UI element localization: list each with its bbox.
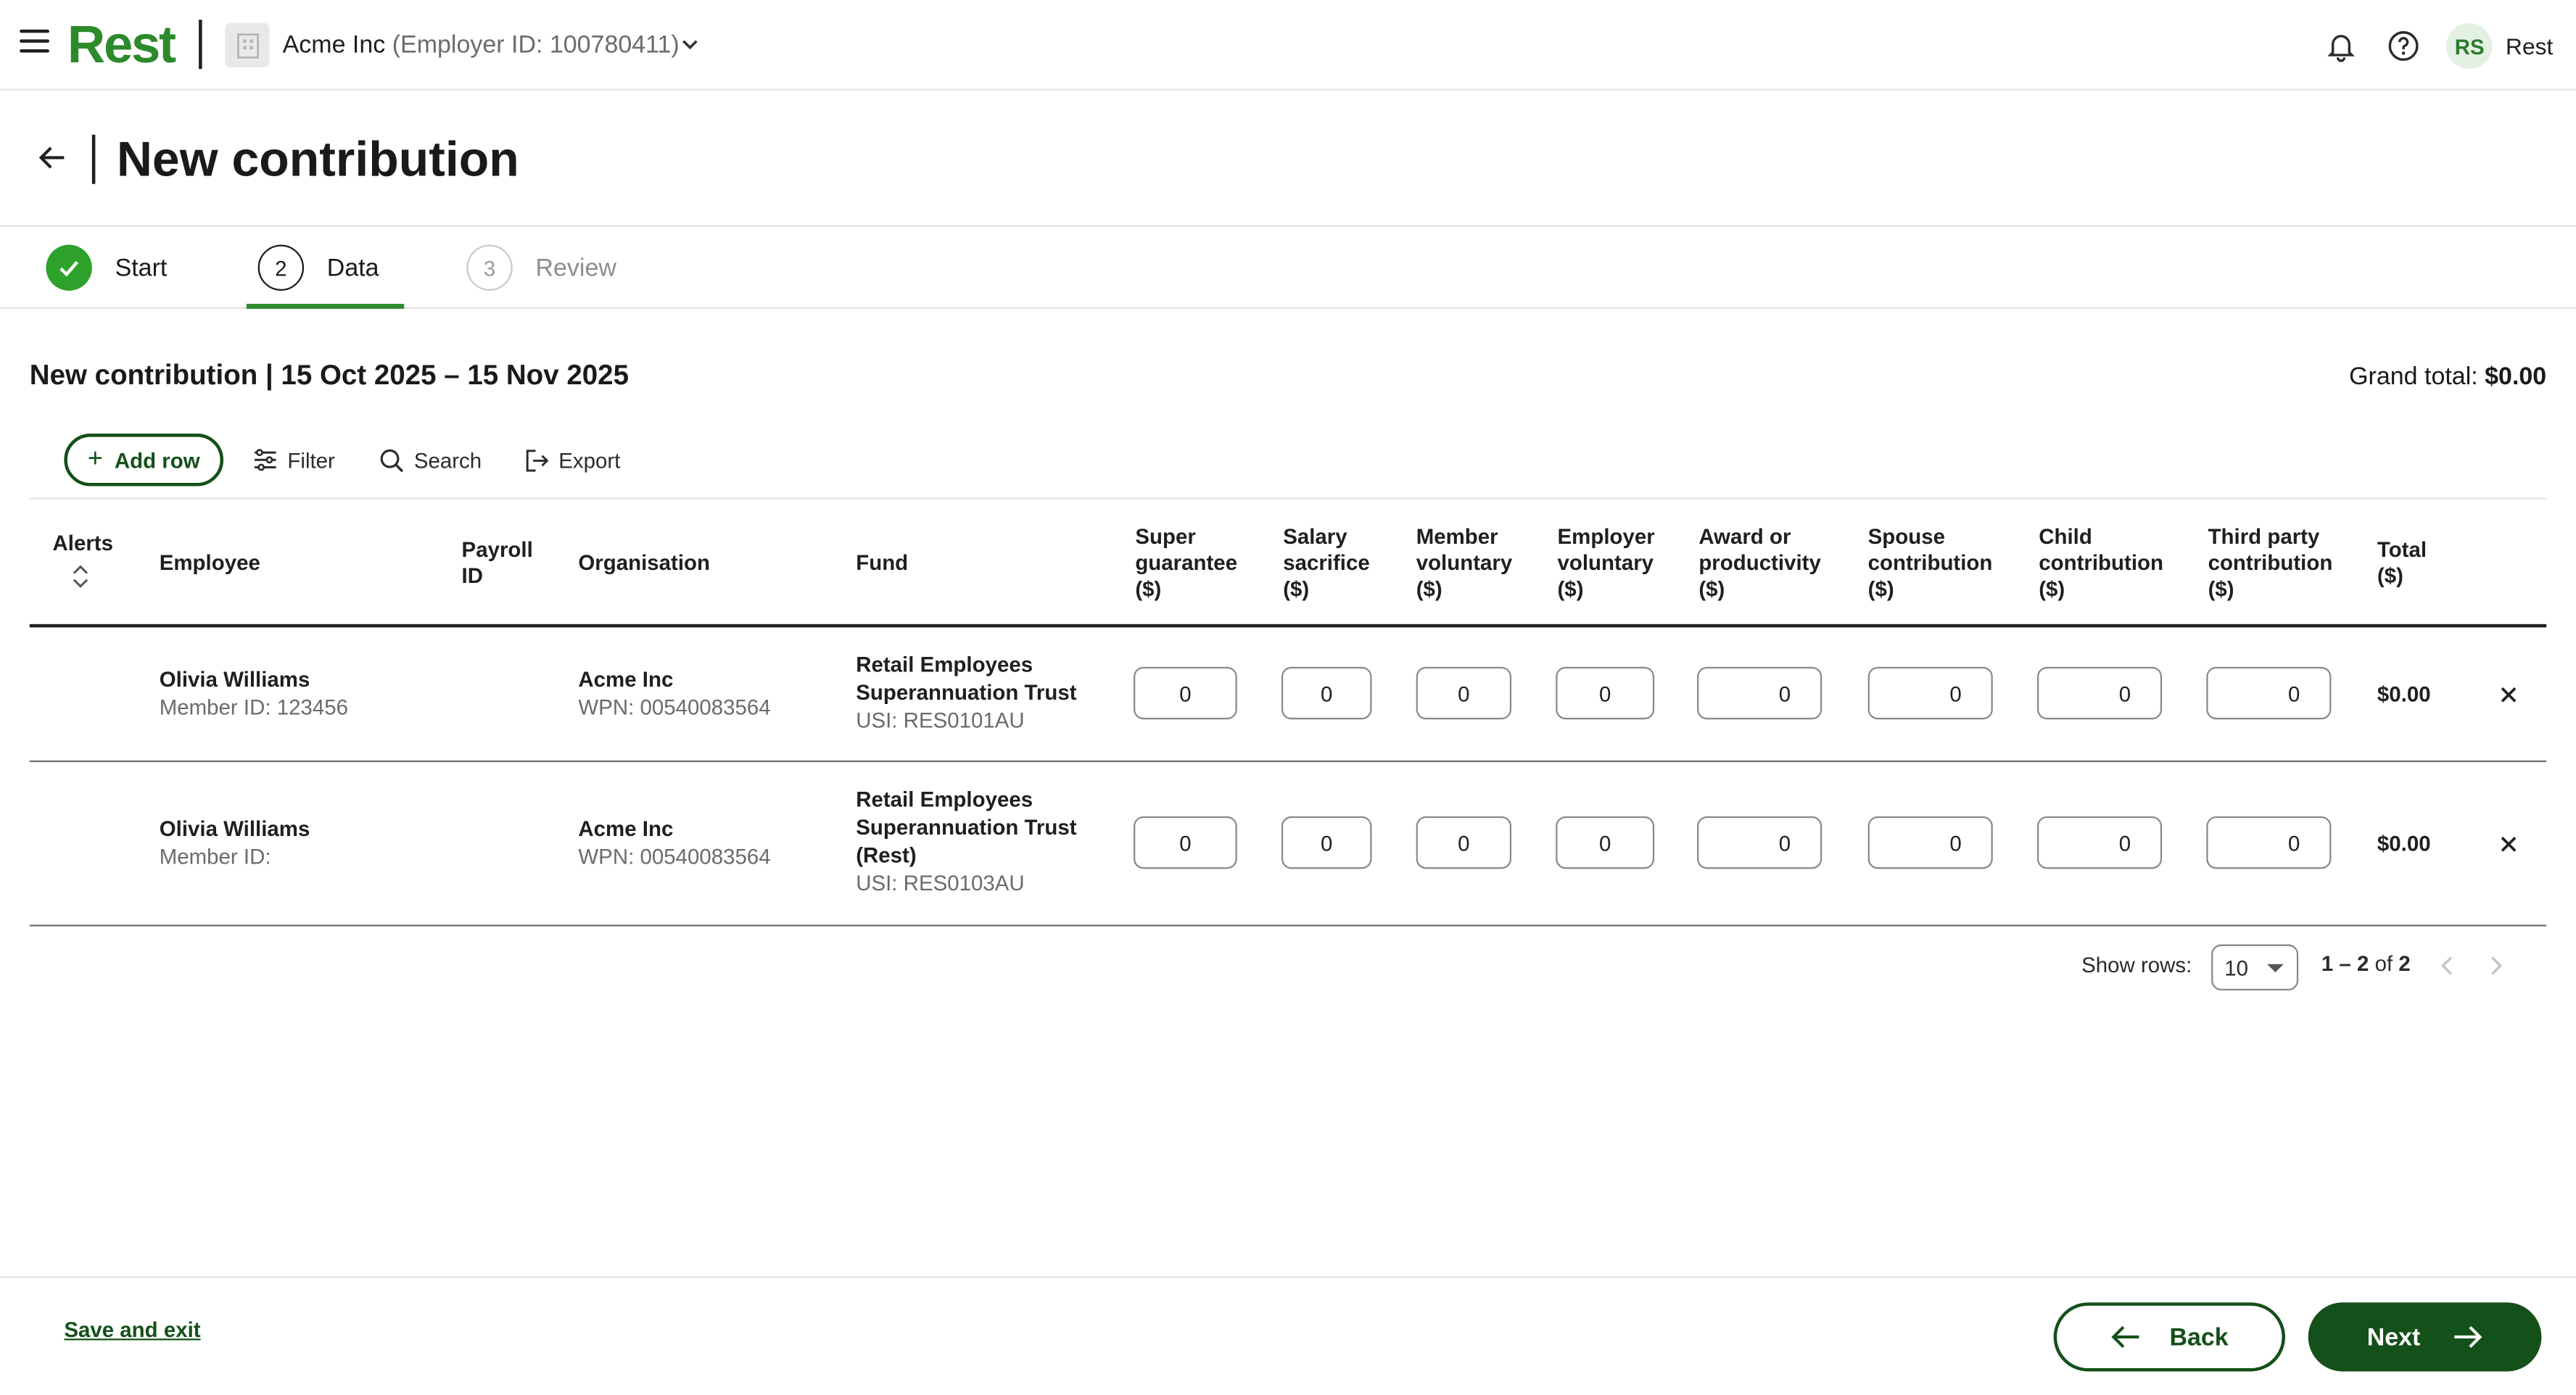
col-child-contribution[interactable]: Child contribution ($) (2039, 523, 2164, 602)
child-contribution-input[interactable] (2037, 816, 2162, 869)
organisation-name: Acme Inc (578, 816, 674, 841)
add-row-button[interactable] (64, 434, 223, 486)
chevron-right-icon[interactable] (2482, 953, 2509, 979)
step-review[interactable] (466, 227, 616, 309)
top-right-actions (2321, 21, 2553, 70)
step-data[interactable] (258, 227, 379, 309)
usi: USI: RES0101AU (856, 708, 1025, 733)
user-name[interactable]: Rest (2506, 33, 2554, 59)
caret-down-icon (2267, 964, 2284, 972)
org-name: Acme Inc (282, 31, 386, 59)
row-total: $0.00 (2377, 831, 2431, 856)
spouse-contribution-input[interactable] (1868, 816, 1993, 869)
rows-per-page-select[interactable] (2211, 945, 2298, 990)
of-text: of (2374, 951, 2393, 976)
arrow-right-icon (2453, 1324, 2483, 1350)
member-voluntary-input[interactable] (1416, 816, 1511, 869)
fund-name-line: Retail Employees (856, 787, 1033, 812)
back-button[interactable] (2054, 1302, 2285, 1371)
wpn: WPN: 00540083564 (578, 695, 771, 720)
rows-per-page-value: 10 (2224, 955, 2248, 980)
search-icon (379, 447, 404, 472)
row-divider (30, 924, 2546, 926)
bell-icon[interactable] (2321, 26, 2361, 65)
step-start[interactable] (46, 227, 167, 309)
help-icon[interactable] (2384, 26, 2423, 65)
grand-total-label: Grand total: (2349, 363, 2478, 392)
divider (30, 497, 2546, 499)
fund-name-line: Retail Employees (856, 652, 1033, 677)
fund-name-line: Superannuation Trust (856, 814, 1077, 840)
col-employee[interactable]: Employee (159, 550, 260, 575)
section-title: New contribution | 15 Oct 2025 – 15 Nov 2025 (29, 360, 629, 392)
row-total: $0.00 (2377, 682, 2431, 707)
step-number: 2 (258, 245, 304, 291)
member-id: Member ID: (159, 844, 271, 869)
col-award-productivity[interactable]: Award or productivity ($) (1698, 523, 1821, 602)
close-icon[interactable] (2497, 683, 2520, 706)
add-row-label: Add row (114, 447, 200, 473)
employer-voluntary-input[interactable] (1556, 816, 1654, 869)
filter-icon (253, 448, 278, 471)
back-label: Back (2169, 1322, 2229, 1351)
chevron-down-icon[interactable] (679, 33, 702, 56)
organisation-name: Acme Inc (578, 666, 674, 692)
wpn: WPN: 00540083564 (578, 844, 771, 869)
fund-cell (856, 650, 1076, 734)
step-number: 3 (466, 245, 512, 291)
total-count: 2 (2398, 951, 2411, 976)
employee-cell (160, 815, 310, 871)
building-icon (225, 23, 269, 67)
rest-logo[interactable]: Rest (67, 15, 175, 74)
spouse-contribution-input[interactable] (1868, 667, 1993, 719)
col-third-party-contribution[interactable]: Third party contribution ($) (2208, 523, 2333, 602)
col-member-voluntary[interactable]: Member voluntary ($) (1416, 523, 1513, 602)
step-label: Review (535, 253, 616, 282)
sort-icon[interactable] (70, 563, 90, 589)
fund-cell (856, 785, 1076, 897)
show-rows-label: Show rows: (2081, 952, 2192, 977)
col-total[interactable]: Total ($) (2377, 537, 2427, 588)
hamburger-menu-icon[interactable] (20, 30, 49, 56)
table-header-divider (30, 624, 2546, 628)
step-label: Data (326, 253, 379, 282)
filter-label: Filter (287, 447, 335, 473)
top-bar (0, 0, 2576, 91)
salary-sacrifice-input[interactable] (1281, 667, 1372, 719)
grand-total-value: $0.00 (2485, 363, 2547, 392)
active-step-indicator (247, 304, 404, 309)
divider (92, 135, 96, 184)
back-arrow-icon[interactable] (36, 141, 69, 174)
grand-total (2349, 363, 2546, 392)
divider (199, 20, 202, 69)
col-super-guarantee[interactable]: Super guarantee ($) (1135, 523, 1238, 602)
usi: USI: RES0103AU (856, 870, 1025, 895)
next-button[interactable] (2308, 1302, 2542, 1371)
fund-name-line: (Rest) (856, 843, 917, 868)
page-title: New contribution (116, 133, 519, 188)
col-salary-sacrifice[interactable]: Salary sacrifice ($) (1283, 523, 1370, 602)
row-divider (30, 761, 2546, 762)
stepper (0, 227, 2576, 309)
arrow-left-icon (2110, 1324, 2140, 1350)
employer-selector[interactable] (283, 30, 680, 62)
fund-name-line: Superannuation Trust (856, 679, 1077, 705)
filter-button[interactable] (253, 444, 335, 476)
child-contribution-input[interactable] (2037, 667, 2162, 719)
col-payroll-id[interactable]: Payroll ID (461, 537, 533, 588)
pagination-range (2321, 951, 2411, 976)
plus-icon: + (87, 444, 103, 473)
col-organisation[interactable]: Organisation (578, 550, 711, 575)
export-icon (524, 447, 549, 472)
award-productivity-input[interactable] (1697, 667, 1822, 719)
organisation-cell (578, 665, 770, 721)
search-button[interactable] (379, 444, 482, 476)
employee-name: Olivia Williams (159, 816, 310, 841)
employer-id: (Employer ID: 100780411) (392, 31, 680, 59)
award-productivity-input[interactable] (1697, 816, 1822, 869)
super-guarantee-input[interactable] (1134, 667, 1237, 719)
member-voluntary-input[interactable] (1416, 667, 1511, 719)
col-alerts[interactable] (52, 531, 112, 557)
close-icon[interactable] (2497, 833, 2520, 856)
salary-sacrifice-input[interactable] (1281, 816, 1372, 869)
member-id: Member ID: 123456 (159, 695, 349, 720)
organisation-cell (578, 815, 770, 871)
step-label: Start (115, 253, 168, 282)
col-spouse-contribution[interactable]: Spouse contribution ($) (1867, 523, 1993, 602)
next-label: Next (2366, 1322, 2421, 1351)
col-fund[interactable]: Fund (856, 550, 909, 575)
employee-name: Olivia Williams (159, 666, 310, 692)
third-party-contribution-input[interactable] (2206, 816, 2331, 869)
avatar[interactable]: RS (2446, 23, 2492, 69)
save-and-exit-link[interactable]: Save and exit (64, 1317, 201, 1342)
col-employer-voluntary[interactable]: Employer voluntary ($) (1557, 523, 1655, 602)
employee-cell (160, 665, 348, 721)
export-button[interactable] (524, 444, 621, 476)
col-alerts-label: Alerts (52, 530, 113, 555)
employer-voluntary-input[interactable] (1556, 667, 1654, 719)
search-label: Search (413, 447, 482, 473)
divider (0, 1276, 2576, 1278)
chevron-left-icon[interactable] (2435, 953, 2461, 979)
super-guarantee-input[interactable] (1134, 816, 1237, 869)
checkmark-icon (46, 245, 91, 291)
export-label: Export (558, 447, 621, 473)
third-party-contribution-input[interactable] (2206, 667, 2331, 719)
range-text: 1 – 2 (2321, 951, 2369, 976)
